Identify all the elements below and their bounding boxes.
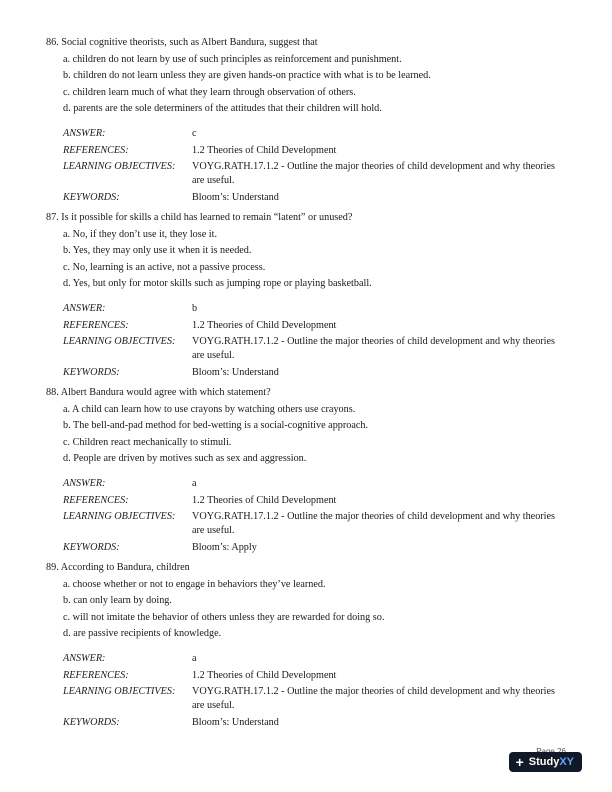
answer-value: a bbox=[192, 478, 197, 489]
plus-icon: + bbox=[515, 754, 524, 770]
question-86 bbox=[46, 36, 566, 207]
option-b: b. The bell-and-pad method for bed-wetting is a social-cognitive approach. bbox=[63, 420, 369, 431]
question-87 bbox=[46, 211, 566, 382]
learning-objectives-value: VOYG.RATH.17.1.2 - Outline the major theories of child development and why theories are useful. bbox=[192, 686, 555, 711]
keywords-label: KEYWORDS: bbox=[63, 366, 120, 378]
learning-objectives-value: VOYG.RATH.17.1.2 - Outline the major theories of child development and why theories are useful. bbox=[192, 336, 555, 361]
question-metadata bbox=[63, 652, 566, 730]
references-label: REFERENCES: bbox=[63, 494, 129, 506]
keywords-value: Bloom’s: Understand bbox=[192, 366, 279, 378]
learning-objectives-value: VOYG.RATH.17.1.2 - Outline the major theories of child development and why theories are useful. bbox=[192, 161, 555, 186]
learning-objectives-label: LEARNING OBJECTIVES: bbox=[63, 161, 176, 172]
answer-label: ANSWER: bbox=[63, 303, 106, 314]
question-metadata bbox=[63, 127, 566, 205]
answer-row bbox=[63, 652, 566, 666]
references-label: REFERENCES: bbox=[63, 319, 129, 331]
studyxy-badge[interactable] bbox=[509, 752, 582, 772]
answer-label: ANSWER: bbox=[63, 128, 106, 139]
option-d: d. parents are the sole determiners of the attitudes that their children will hold. bbox=[63, 103, 382, 114]
keywords-label: KEYWORDS: bbox=[63, 716, 120, 728]
references-value: 1.2 Theories of Child Development bbox=[192, 669, 337, 681]
question-stem: 89. According to Bandura, children bbox=[46, 562, 190, 573]
keywords-row bbox=[63, 541, 566, 555]
references-value: 1.2 Theories of Child Development bbox=[192, 319, 337, 331]
references-row bbox=[63, 669, 566, 683]
brand-name: Study bbox=[528, 756, 560, 768]
references-label: REFERENCES: bbox=[63, 669, 129, 681]
learning-objectives-row bbox=[63, 510, 566, 538]
option-c: c. children learn much of what they learn through observation of others. bbox=[63, 86, 356, 98]
option-b: b. children do not learn unless they are given hands-on practice with what is to be learned. bbox=[63, 70, 431, 81]
option-b: b. can only learn by doing. bbox=[63, 595, 172, 606]
question-metadata bbox=[63, 302, 566, 380]
option-c: c. will not imitate the behavior of others unless they are rewarded for doing so. bbox=[63, 611, 385, 623]
question-stem: 86. Social cognitive theorists, such as Albert Bandura, suggest that bbox=[46, 37, 318, 48]
question-metadata bbox=[63, 477, 566, 555]
question-stem: 87. Is it possible for skills a child has learned to remain “latent” or unused? bbox=[46, 212, 353, 223]
question-89 bbox=[46, 561, 566, 732]
learning-objectives-label: LEARNING OBJECTIVES: bbox=[63, 686, 176, 697]
option-a: a. children do not learn by use of such principles as reinforcement and punishment. bbox=[63, 53, 402, 65]
option-a: a. choose whether or not to engage in behaviors they’ve learned. bbox=[63, 578, 326, 590]
option-d: d. People are driven by motives such as sex and aggression. bbox=[63, 453, 307, 464]
keywords-row bbox=[63, 366, 566, 380]
learning-objectives-row bbox=[63, 685, 566, 713]
references-row bbox=[63, 494, 566, 508]
references-row bbox=[63, 319, 566, 333]
references-value: 1.2 Theories of Child Development bbox=[192, 494, 337, 506]
keywords-row bbox=[63, 716, 566, 730]
option-a: a. No, if they don’t use it, they lose it. bbox=[63, 228, 218, 240]
option-c: c. Children react mechanically to stimuli. bbox=[63, 436, 232, 448]
learning-objectives-label: LEARNING OBJECTIVES: bbox=[63, 336, 176, 347]
learning-objectives-row bbox=[63, 335, 566, 363]
option-d: d. are passive recipients of knowledge. bbox=[63, 628, 222, 639]
option-a: a. A child can learn how to use crayons by watching others use crayons. bbox=[63, 403, 356, 415]
brand-accent: XY bbox=[559, 756, 574, 768]
references-value: 1.2 Theories of Child Development bbox=[192, 144, 337, 156]
keywords-value: Bloom’s: Understand bbox=[192, 716, 279, 728]
answer-value: a bbox=[192, 653, 197, 664]
answer-label: ANSWER: bbox=[63, 653, 106, 664]
answer-label: ANSWER: bbox=[63, 478, 106, 489]
question-88 bbox=[46, 386, 566, 557]
keywords-value: Bloom’s: Understand bbox=[192, 191, 279, 203]
answer-value: c bbox=[192, 128, 197, 139]
option-b: b. Yes, they may only use it when it is needed. bbox=[63, 245, 252, 256]
keywords-label: KEYWORDS: bbox=[63, 541, 120, 553]
answer-value: b bbox=[192, 303, 198, 314]
learning-objectives-value: VOYG.RATH.17.1.2 - Outline the major theories of child development and why theories are useful. bbox=[192, 511, 555, 536]
answer-row bbox=[63, 302, 566, 316]
answer-row bbox=[63, 477, 566, 491]
references-label: REFERENCES: bbox=[63, 144, 129, 156]
learning-objectives-label: LEARNING OBJECTIVES: bbox=[63, 511, 176, 522]
keywords-value: Bloom’s: Apply bbox=[192, 541, 257, 553]
option-c: c. No, learning is an active, not a passive process. bbox=[63, 261, 266, 273]
learning-objectives-row bbox=[63, 160, 566, 188]
keywords-row bbox=[63, 191, 566, 205]
references-row bbox=[63, 144, 566, 158]
option-d: d. Yes, but only for motor skills such as jumping rope or playing basketball. bbox=[63, 278, 372, 289]
keywords-label: KEYWORDS: bbox=[63, 191, 120, 203]
question-stem: 88. Albert Bandura would agree with which statement? bbox=[46, 387, 271, 398]
answer-row bbox=[63, 127, 566, 141]
